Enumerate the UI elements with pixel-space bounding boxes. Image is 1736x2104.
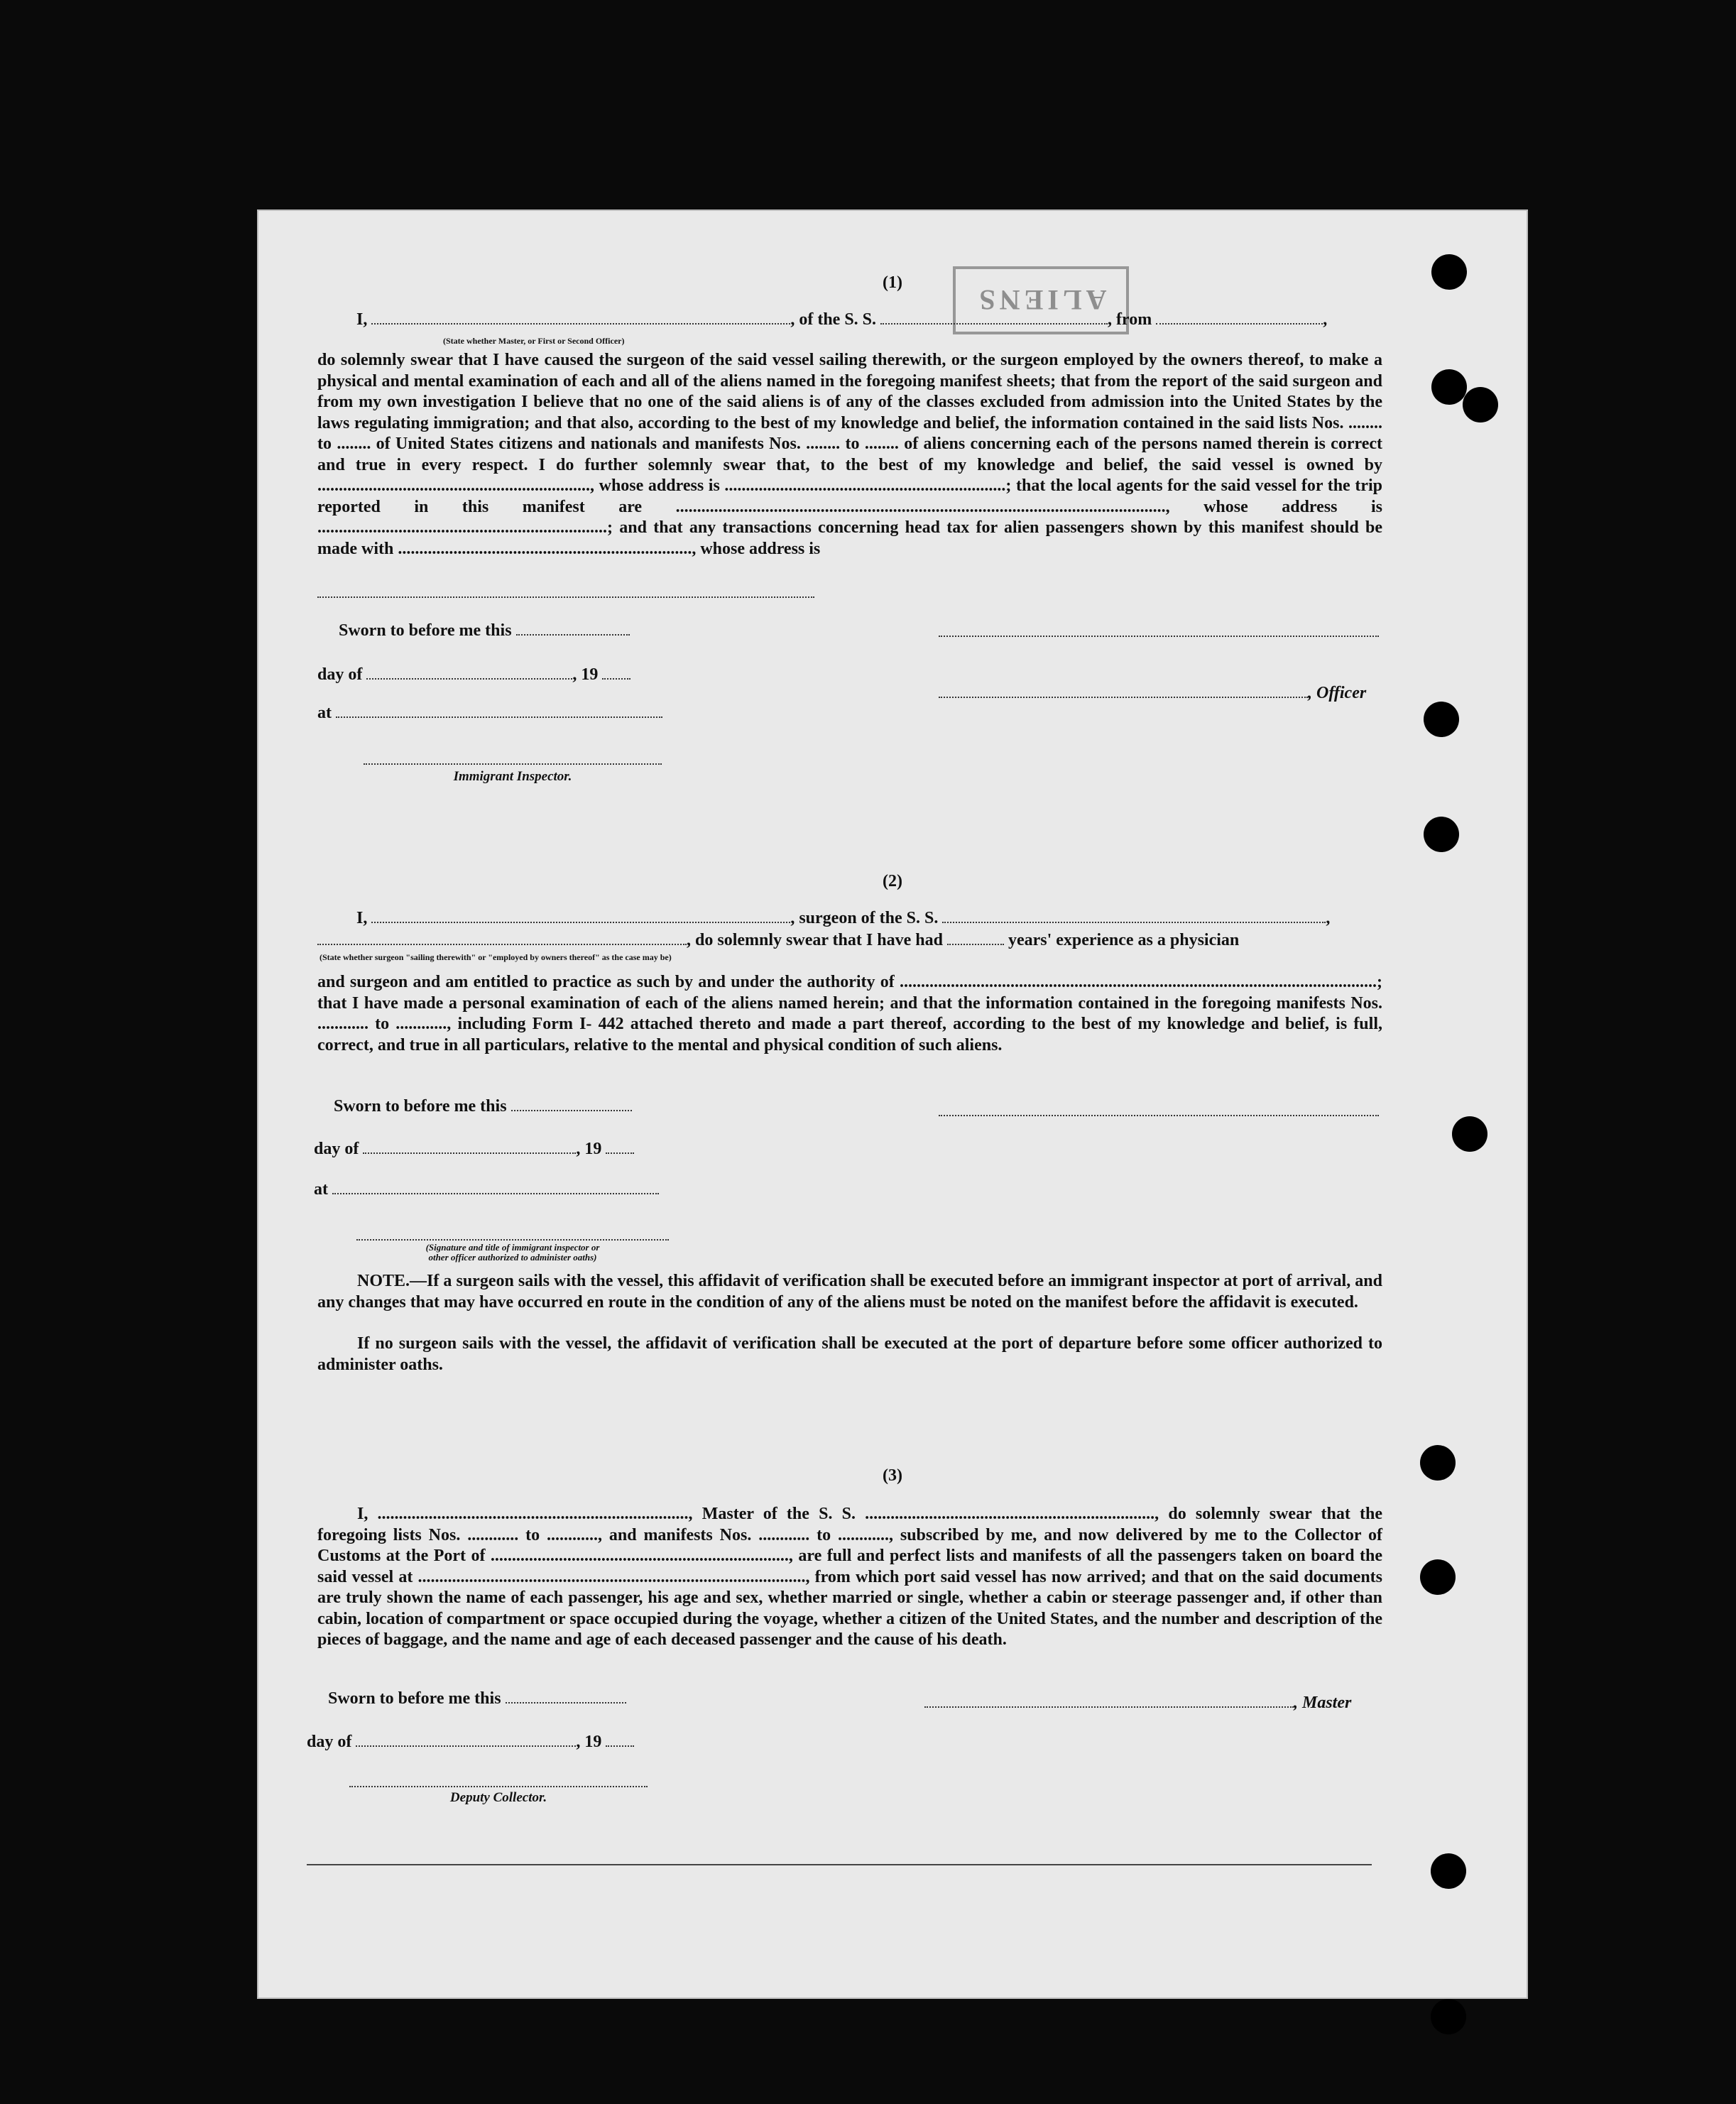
sec3-master-sign-blank[interactable] (924, 1694, 1294, 1708)
sec1-sworn-line (339, 621, 630, 641)
sec1-inspector-line[interactable] (364, 763, 662, 765)
section-2-number: (2) (883, 872, 902, 890)
sec1-at-blank[interactable] (336, 704, 662, 718)
sec2-years-blank[interactable] (947, 931, 1004, 945)
binder-hole (1452, 1116, 1487, 1152)
binder-hole (1424, 817, 1459, 852)
binder-hole (1424, 702, 1459, 737)
sec1-body: do solemnly swear that I have caused the surgeon of the said vessel sailing therewith, or the surgeon employed by the owners thereof, to make a physical and mental examination of each and all of the aliens named in the foregoing manifest sheets; that from the report of the said surgeon and from my own investigation I believe that no one of the said aliens is of any of the classes excluded from admission into the United States by the laws regulating immigration; and that also, according to the best of my knowledge and belief, the information contained in the said lists Nos. ........ to ........ of United States citizens and nationals and manifests Nos. ........ to ........ of aliens concerning each of the persons named therein is correct and true in every respect. I do further solemnly swear that, to the best of my knowledge and belief, the said vessel is owned by ................................................................, whose address is ..................................................................; that the local agents for the said vessel for the trip reported in this manifest are ..................................................................................................................., whose address is ....................................................................; and that any transactions concerning head tax for alien passengers shown by this manifest should be made with ....................................................................., whose address is (317, 351, 1382, 558)
sec3-day-line (307, 1733, 634, 1752)
sec2-day-blank[interactable] (363, 1140, 576, 1154)
sec2-surgeon-of: , surgeon of the S. S. (790, 909, 939, 927)
binder-hole (1463, 387, 1498, 423)
sec2-note-2: If no surgeon sails with the vessel, the affidavit of verification shall be executed at the port of departure before some officer authorized to administer oaths. (317, 1334, 1382, 1374)
sec3-collector-caption: Deputy Collector. (449, 1790, 547, 1805)
binder-hole (1420, 1445, 1456, 1481)
sec3-year-blank[interactable] (606, 1733, 634, 1747)
binder-hole (1431, 254, 1467, 290)
sec2-vessel-blank[interactable] (942, 909, 1326, 923)
sec2-caption: (State whether surgeon "sailing therewith" or "employed by owners thereof" as the case may be) (320, 952, 672, 962)
sec1-officer-sign-blank[interactable] (939, 684, 1308, 698)
sec1-line1 (356, 310, 1327, 329)
sec1-vessel-blank[interactable] (880, 310, 1108, 325)
sec1-officer-blank[interactable] (371, 310, 790, 325)
sec2-status-blank[interactable] (317, 931, 687, 945)
sec1-year-blank[interactable] (602, 665, 630, 680)
sec1-year-label: , 19 (572, 665, 599, 684)
sec1-from: , from (1108, 310, 1152, 329)
sec2-signature-caption-1: (Signature and title of immigrant inspector or (425, 1242, 600, 1253)
sec3-master-label: , Master (1294, 1694, 1352, 1712)
section-3-number: (3) (883, 1466, 902, 1485)
sec3-sworn-label: Sworn to before me this (328, 1689, 501, 1708)
sec2-surgeon-name-blank[interactable] (371, 909, 790, 923)
sec2-note-1: NOTE.—If a surgeon sails with the vessel, this affidavit of verification shall be executed before an immigrant inspector at port of arrival, and any changes that may have occurred en route in the condition of any of the aliens must be noted on the manifest before the affidavit is executed. (317, 1272, 1382, 1312)
sec2-year-label: , 19 (576, 1140, 602, 1158)
sec1-address-blank[interactable] (317, 596, 814, 598)
aliens-stamp: ALIENS (953, 266, 1129, 334)
section-1-number: (1) (883, 273, 902, 292)
sec3-master-line (924, 1694, 1351, 1713)
sec2-sworn-blank[interactable] (511, 1097, 632, 1111)
sec2-line1 (356, 909, 1330, 928)
sec2-inspector-line[interactable] (356, 1239, 669, 1241)
sec2-day-label: day of (314, 1140, 359, 1158)
binder-hole (1420, 1559, 1456, 1595)
sec1-sworn-label: Sworn to before me this (339, 621, 512, 640)
sec1-of-ss: , of the S. S. (790, 310, 877, 329)
sec2-sworn-label: Sworn to before me this (334, 1097, 507, 1116)
sec2-body: and surgeon and am entitled to practice as such by and under the authority of ................................................................................................................; that I have made a personal examination of each of the aliens named herein; and that the information contained in the foregoing manifests Nos. ............ to ............, including Form I- 442 attached thereto and made a part thereof, according to the best of my knowledge and belief, is full, correct, and true in all particulars, relative to the mental and physical condition of such aliens. (317, 973, 1382, 1054)
sec1-officer-line (939, 684, 1366, 703)
sec1-from-blank[interactable] (1156, 310, 1323, 325)
manifest-affidavit-page (257, 209, 1528, 1999)
sec1-sworn-blank[interactable] (516, 621, 630, 636)
sec2-at-label: at (314, 1180, 328, 1199)
sec2-surgeon-signature-line[interactable] (939, 1115, 1379, 1116)
sec2-years-label: years' experience as a physician (1008, 931, 1240, 949)
sec1-comma: , (1323, 310, 1328, 329)
sec2-line2 (317, 931, 1239, 950)
binder-hole (1431, 369, 1467, 405)
sec1-at-line (317, 704, 662, 723)
sec1-day-line (317, 665, 630, 685)
bleed-through-text (988, 600, 1006, 674)
sec3-day-label: day of (307, 1733, 352, 1751)
binder-hole (1431, 1853, 1466, 1889)
sec1-officer-label: , Officer (1308, 684, 1367, 702)
sec1-i: I, (356, 310, 368, 329)
sec2-signature-caption-2: other officer authorized to administer oaths) (428, 1252, 597, 1263)
sec2-comma: , (1326, 909, 1331, 927)
sec2-at-line (314, 1180, 659, 1199)
sec1-inspector-caption: Immigrant Inspector. (453, 769, 572, 784)
bottom-rule (307, 1864, 1372, 1865)
sec3-body: I, ........................................................................., Master of the S. S. ...................................................................., do solemnly swear that the foregoing lists Nos. ............ to ............, and manifests Nos. ............ to ............, subscribed by me, and now delivered by me to the Collector of Customs at the Port of ......................................................................, are full and perfect lists and manifests of all the passengers taken on board the said vessel at ..........................................................................................., from which port said vessel has now arrived; and that on the said documents are truly shown the name of each passenger, his age and sex, whether married or single, whether a cabin or steerage passenger and, if other than cabin, location of compartment or space occupied during the voyage, whether a citizen of the United States, and the number and description of the pieces of baggage, and the name and age of each deceased passenger and the cause of his death. (317, 1505, 1382, 1649)
sec3-sworn-blank[interactable] (506, 1689, 626, 1704)
sec2-swear: , do solemnly swear that I have had (687, 931, 943, 949)
sec2-day-line (314, 1140, 634, 1159)
sec2-signature-caption (356, 1243, 669, 1263)
sec3-year-label: , 19 (576, 1733, 602, 1751)
sec2-year-blank[interactable] (606, 1140, 634, 1154)
sec3-collector-line[interactable] (349, 1786, 648, 1787)
binder-hole (1431, 1999, 1466, 2034)
sec1-day-label: day of (317, 665, 363, 684)
sec2-i: I, (356, 909, 368, 927)
sec1-day-blank[interactable] (366, 665, 572, 680)
sec1-officer-signature-line[interactable] (939, 636, 1379, 637)
sec2-at-blank[interactable] (332, 1180, 659, 1194)
sec3-sworn-line (328, 1689, 626, 1708)
sec3-day-blank[interactable] (356, 1733, 576, 1747)
sec1-at-label: at (317, 704, 332, 722)
sec2-sworn-line (334, 1097, 632, 1116)
sec1-caption: (State whether Master, or First or Second Officer) (443, 336, 625, 346)
